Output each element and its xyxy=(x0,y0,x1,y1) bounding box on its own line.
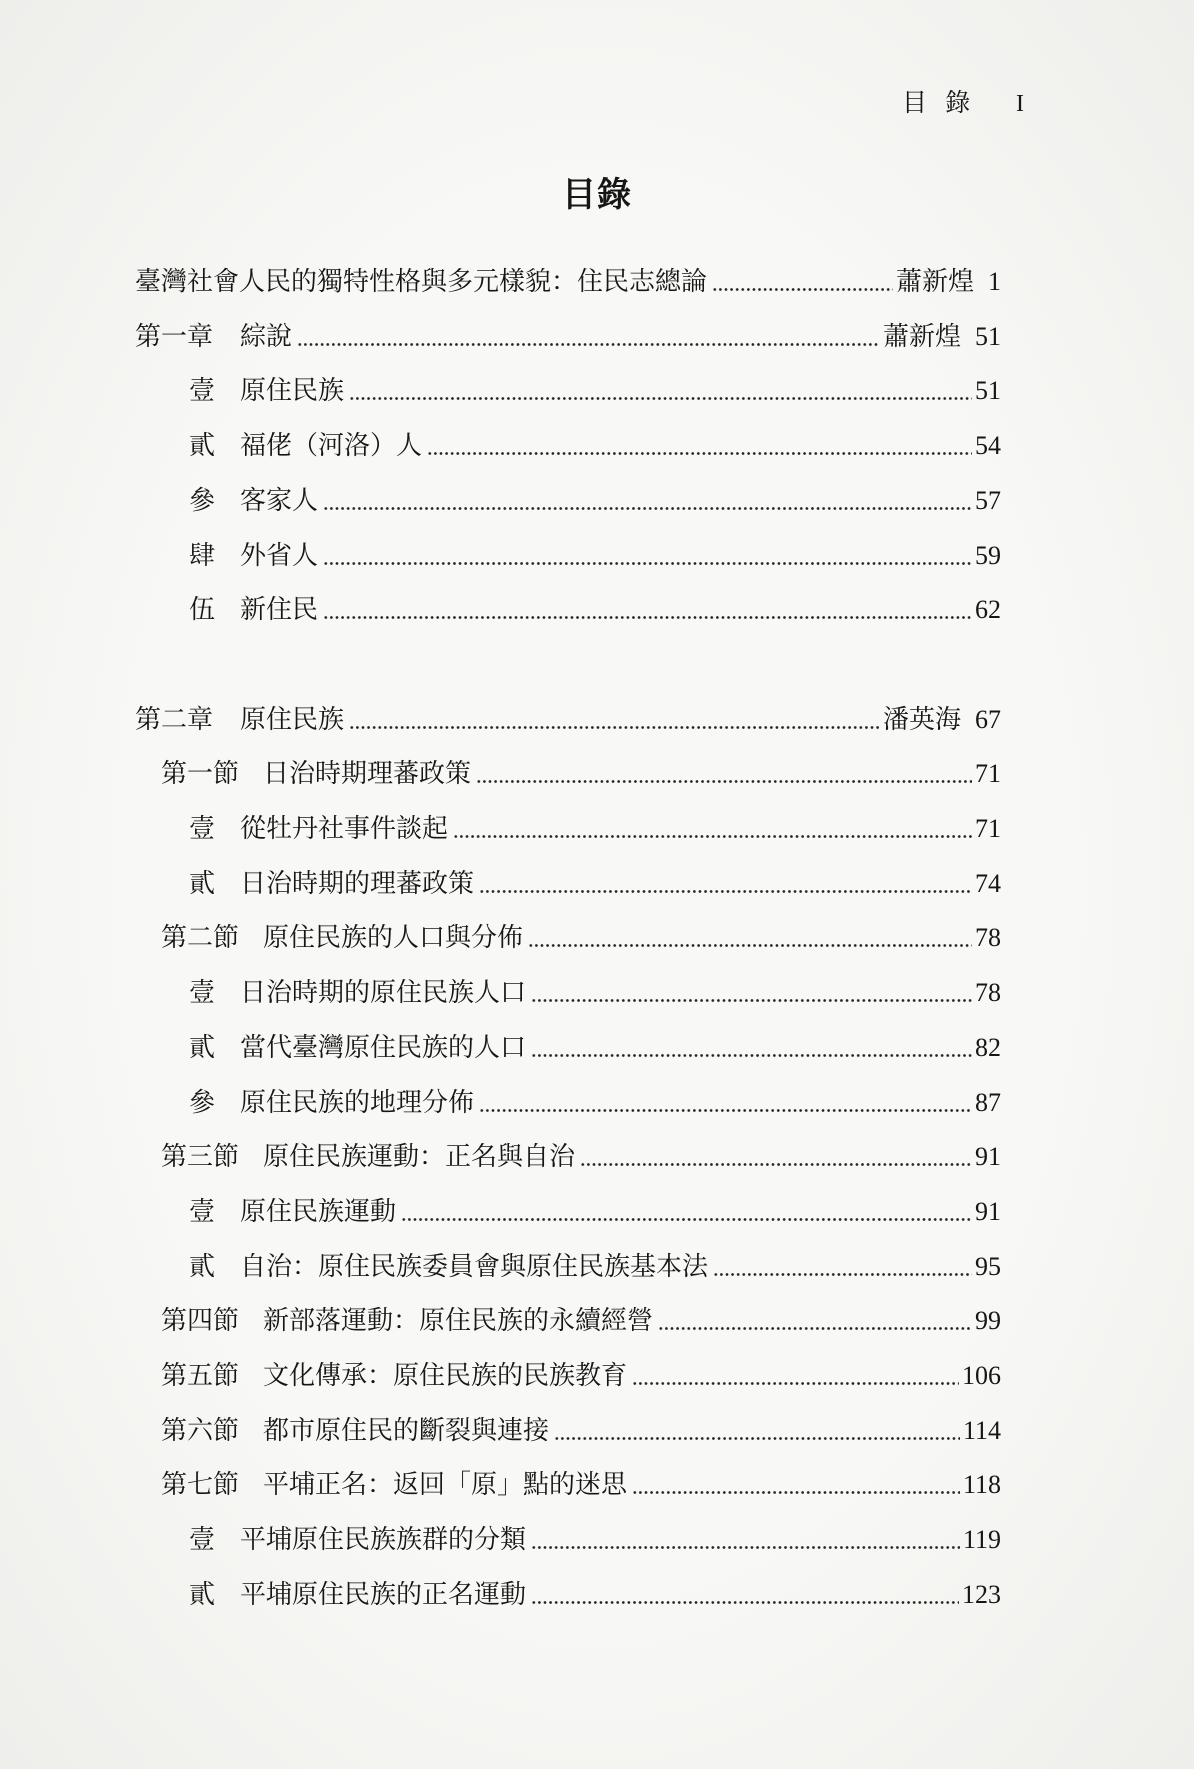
toc-subsection xyxy=(189,596,1001,624)
toc-section xyxy=(161,924,1001,952)
entry-label: 第七節 xyxy=(161,1470,240,1499)
entry-page-number: 57 xyxy=(975,486,1001,515)
entry-title: 日治時期理蕃政策 xyxy=(263,759,472,788)
entry-author: 蕭新煌 xyxy=(895,267,974,296)
toc-subsection xyxy=(189,979,1001,1007)
dot-leader xyxy=(349,377,972,405)
entry-title: 原住民族運動 xyxy=(240,1197,397,1226)
dot-leader xyxy=(632,1362,959,1390)
dot-leader xyxy=(658,1307,972,1335)
entry-page-number: 123 xyxy=(962,1580,1001,1609)
toc-entry-intro xyxy=(135,268,1001,296)
entry-page-number: 51 xyxy=(975,322,1001,351)
running-header-title: 目 錄 xyxy=(902,90,971,117)
toc-section xyxy=(161,1471,1001,1499)
entry-page-number: 87 xyxy=(975,1088,1001,1117)
entry-label: 壹 xyxy=(189,978,216,1007)
toc-subsection xyxy=(189,377,1001,405)
toc-subsection xyxy=(189,1253,1001,1281)
entry-title: 原住民族 xyxy=(240,376,345,405)
entry-page-number: 99 xyxy=(975,1306,1001,1335)
dot-leader xyxy=(712,268,893,296)
dot-leader xyxy=(713,1253,972,1281)
toc-subsection xyxy=(189,1581,1001,1609)
entry-title: 平埔正名：返回「原」點的迷思 xyxy=(263,1470,628,1499)
entry-label: 肆 xyxy=(189,541,216,570)
dot-leader xyxy=(531,1581,959,1609)
toc-subsection xyxy=(189,432,1001,460)
dot-leader xyxy=(349,706,880,734)
toc-subsection xyxy=(189,542,1001,570)
entry-title: 綜說 xyxy=(240,322,293,351)
dot-leader xyxy=(632,1471,960,1499)
entry-title: 原住民族的地理分佈 xyxy=(240,1088,475,1117)
entry-page-number: 119 xyxy=(962,1525,1001,1554)
toc-section xyxy=(161,1362,1001,1390)
entry-title: 文化傳承：原住民族的民族教育 xyxy=(263,1361,628,1390)
entry-label: 貳 xyxy=(189,1252,216,1281)
entry-title: 從牡丹社事件談起 xyxy=(240,814,449,843)
entry-title: 自治：原住民族委員會與原住民族基本法 xyxy=(240,1252,709,1281)
entry-title: 外省人 xyxy=(240,541,319,570)
dot-leader xyxy=(479,1089,972,1117)
entry-label: 貳 xyxy=(189,1580,216,1609)
toc-subsection xyxy=(189,1526,1001,1554)
dot-leader xyxy=(554,1417,960,1445)
entry-label: 第六節 xyxy=(161,1416,240,1445)
dot-leader xyxy=(323,542,972,570)
entry-author: 潘英海 xyxy=(882,705,961,734)
entry-page-number: 114 xyxy=(962,1416,1001,1445)
entry-label: 第四節 xyxy=(161,1306,240,1335)
entry-title: 日治時期的原住民族人口 xyxy=(240,978,527,1007)
entry-title: 都市原住民的斷裂與連接 xyxy=(263,1416,550,1445)
entry-label: 貳 xyxy=(189,1033,216,1062)
entry-page-number: 106 xyxy=(962,1361,1001,1390)
entry-page-number: 118 xyxy=(962,1470,1001,1499)
entry-page-number: 1 xyxy=(988,267,1001,296)
toc-section xyxy=(161,1307,1001,1335)
dot-leader xyxy=(479,870,972,898)
entry-label: 第一章 xyxy=(135,322,214,351)
entry-page-number: 71 xyxy=(975,814,1001,843)
entry-label: 參 xyxy=(189,486,216,515)
toc-subsection xyxy=(189,1034,1001,1062)
dot-leader xyxy=(528,924,972,952)
running-header-page-number: I xyxy=(1016,91,1024,117)
entry-page-number: 91 xyxy=(975,1197,1001,1226)
toc-section xyxy=(161,760,1001,788)
toc-subsection xyxy=(189,1198,1001,1226)
toc-section xyxy=(161,1143,1001,1171)
entry-title: 原住民族的人口與分佈 xyxy=(263,923,524,952)
entry-label: 貳 xyxy=(189,869,216,898)
dot-leader xyxy=(580,1143,972,1171)
entry-page-number: 78 xyxy=(975,923,1001,952)
toc-subsection xyxy=(189,1089,1001,1117)
entry-label: 貳 xyxy=(189,431,216,460)
entry-title: 福佬（河洛）人 xyxy=(240,431,423,460)
entry-label: 第二章 xyxy=(135,705,214,734)
toc-title: 目錄 xyxy=(562,177,632,214)
entry-title: 當代臺灣原住民族的人口 xyxy=(240,1033,527,1062)
entry-page-number: 51 xyxy=(975,376,1001,405)
entry-label: 第五節 xyxy=(161,1361,240,1390)
entry-label: 壹 xyxy=(189,1197,216,1226)
toc-subsection xyxy=(189,815,1001,843)
entry-label: 壹 xyxy=(189,814,216,843)
dot-leader xyxy=(323,596,972,624)
entry-page-number: 95 xyxy=(975,1252,1001,1281)
entry-title: 原住民族運動：正名與自治 xyxy=(263,1142,576,1171)
dot-leader xyxy=(531,1034,972,1062)
dot-leader xyxy=(427,432,972,460)
entry-title: 平埔原住民族族群的分類 xyxy=(240,1525,527,1554)
toc-chapter xyxy=(135,706,1001,734)
entry-label: 第一節 xyxy=(161,759,240,788)
entry-label: 壹 xyxy=(189,376,216,405)
entry-title: 臺灣社會人民的獨特性格與多元樣貌：住民志總論 xyxy=(135,267,708,296)
dot-leader xyxy=(401,1198,972,1226)
entry-title: 客家人 xyxy=(240,486,319,515)
entry-page-number: 91 xyxy=(975,1142,1001,1171)
entry-page-number: 74 xyxy=(975,869,1001,898)
entry-label: 壹 xyxy=(189,1525,216,1554)
dot-leader xyxy=(531,1526,960,1554)
entry-page-number: 71 xyxy=(975,759,1001,788)
entry-author: 蕭新煌 xyxy=(882,322,961,351)
dot-leader xyxy=(531,979,972,1007)
entry-label: 伍 xyxy=(189,595,216,624)
entry-page-number: 67 xyxy=(975,705,1001,734)
entry-label: 參 xyxy=(189,1088,216,1117)
entry-label: 第二節 xyxy=(161,923,240,952)
dot-leader xyxy=(453,815,972,843)
entry-page-number: 54 xyxy=(975,431,1001,460)
entry-title: 日治時期的理蕃政策 xyxy=(240,869,475,898)
toc-chapter xyxy=(135,323,1001,351)
entry-page-number: 59 xyxy=(975,541,1001,570)
entry-page-number: 78 xyxy=(975,978,1001,1007)
entry-page-number: 82 xyxy=(975,1033,1001,1062)
toc-subsection xyxy=(189,487,1001,515)
dot-leader xyxy=(323,487,972,515)
entry-page-number: 62 xyxy=(975,595,1001,624)
dot-leader xyxy=(297,323,880,351)
entry-title: 新住民 xyxy=(240,595,319,624)
toc-section xyxy=(161,1417,1001,1445)
entry-title: 原住民族 xyxy=(240,705,345,734)
dot-leader xyxy=(476,760,972,788)
toc-subsection xyxy=(189,870,1001,898)
entry-title: 平埔原住民族的正名運動 xyxy=(240,1580,527,1609)
entry-title: 新部落運動：原住民族的永續經營 xyxy=(263,1306,654,1335)
entry-label: 第三節 xyxy=(161,1142,240,1171)
